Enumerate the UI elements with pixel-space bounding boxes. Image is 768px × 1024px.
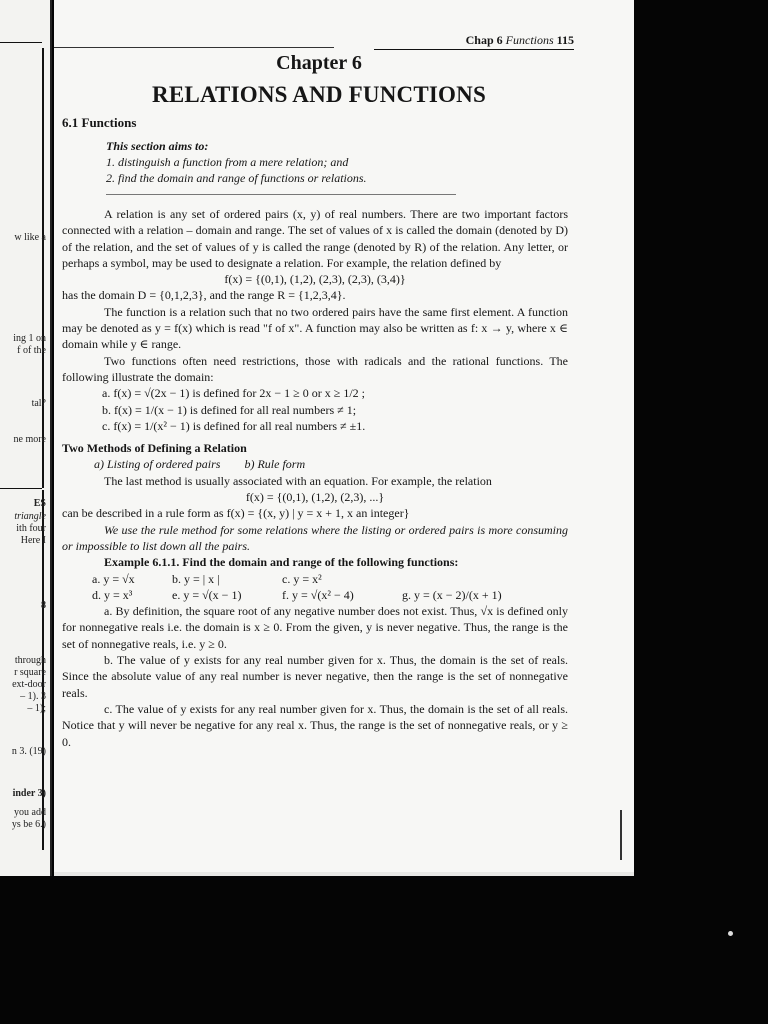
formula: f(x) = {(0,1), (1,2), (2,3), ...} xyxy=(245,490,385,505)
solution-b: b. The value of y exists for any real number given for x. Thus, the domain is the set of reals. Since the absolute value of any real number is never negative, then the range is the set of nonnegative reals. xyxy=(62,653,568,700)
left-page-fragment: f of the xyxy=(17,345,46,356)
methods-list: a) Listing of ordered pairs b) Rule form xyxy=(94,457,306,472)
paragraph: We use the rule method for some relations where the listing or ordered pairs is more consuming or impossible to list down all the pairs. xyxy=(62,522,568,553)
chapter-label: Chapter 6 xyxy=(276,52,362,74)
divider xyxy=(0,488,42,489)
left-page-fragment: ES xyxy=(33,498,46,509)
formula: f(x) = {(0,1), (1,2), (2,3), (2,3), (3,4)} xyxy=(224,272,406,287)
example-items: d. y = x³ e. y = √(x − 1) f. y = √(x² − 4) g. y = (x − 2)/(x + 1) xyxy=(92,587,502,602)
speck xyxy=(728,931,733,936)
left-page-fragment: – 1); xyxy=(27,703,46,714)
solution-c: c. The value of y exists for any real number given for x. Thus, the domain is the set of all reals. Notice that y will never be negative for any real x. Thus, the range is the set of nonnegative reals, or y ≥ 0. xyxy=(62,701,568,749)
left-page-fragment: ys be 6.) xyxy=(11,819,46,830)
book-page xyxy=(54,0,634,872)
solution-a: a. By definition, the square root of any negative number does not exist. Thus, √x is defined only for nonnegative reals i.e. the domain is x ≥ 0. From the given, y is never negative. Thus, the range is the set of nonnegative reals, i.e. y ≥ 0. xyxy=(62,604,568,651)
section-aims: This section aims to: 1. distinguish a function from a mere relation; and 2. find the domain and range of functions or relations. xyxy=(106,139,367,185)
divider xyxy=(54,47,334,48)
subsection-heading: Two Methods of Defining a Relation xyxy=(62,441,247,456)
left-page-fragment: – 1). 3 xyxy=(20,691,46,702)
divider xyxy=(42,48,44,488)
divider xyxy=(0,42,42,43)
chapter-title: RELATIONS AND FUNCTIONS xyxy=(152,82,486,107)
left-page-fragment: ext-door xyxy=(12,679,46,690)
running-header: Chap 6 Functions 115 xyxy=(374,33,574,50)
section-heading: 6.1 Functions xyxy=(62,115,137,130)
facing-page-strip xyxy=(0,0,52,876)
restriction-c: c. f(x) = 1/(x² − 1) is defined for all real numbers ≠ ±1. xyxy=(102,418,366,433)
page-number: 115 xyxy=(556,33,574,47)
left-page-fragment: w like a xyxy=(14,232,46,243)
left-page-fragment: ing 1 on xyxy=(13,333,46,344)
left-page-fragment: ne more xyxy=(13,434,46,445)
left-page-fragment: triangle xyxy=(14,511,46,522)
page-body xyxy=(62,206,568,750)
left-page-fragment: you add xyxy=(14,807,46,818)
restriction-b: b. f(x) = 1/(x − 1) is defined for all real numbers ≠ 1; xyxy=(102,402,357,417)
page-mark xyxy=(620,810,622,860)
divider xyxy=(106,194,456,195)
paragraph: The function is a relation such that no two ordered pairs have the same first element. A function may be denoted as y = f(x) which is read "f of x". A function may also be written as f: x → y, where x ∈ domain while y ∈ range. xyxy=(62,304,568,352)
left-page-fragment: 8 xyxy=(41,600,46,611)
paragraph: Two functions often need restrictions, those with radicals and the rational functions. The following illustrate the domain: xyxy=(62,353,568,384)
example-items: a. y = √x b. y = | x | c. y = x² xyxy=(92,571,322,586)
left-page-fragment: r square xyxy=(14,667,46,678)
left-page-fragment: through xyxy=(14,655,46,666)
paragraph: can be described in a rule form as f(x) = {(x, y) | y = x + 1, x an integer} xyxy=(62,506,410,521)
left-page-fragment: Here I xyxy=(20,535,46,546)
example-heading: Example 6.1.1. Find the domain and range of the following functions: xyxy=(104,555,459,570)
page-edge xyxy=(54,872,634,876)
left-page-fragment: inder 3) xyxy=(12,788,46,799)
left-page-fragment: ith four xyxy=(16,523,46,534)
paragraph: A relation is any set of ordered pairs (x, y) of real numbers. There are two important factors connected with a relation – domain and range. The set of values of x is called the domain (denoted by D) of the relation, and the set of values of y is called the range (denoted by R) of the relation. Any letter, or perhaps a symbol, may be used to designate a relation. For example, the relation defined by xyxy=(62,207,568,270)
restriction-a: a. f(x) = √(2x − 1) is defined for 2x − 1 ≥ 0 or x ≥ 1/2 ; xyxy=(102,386,366,401)
paragraph: The last method is usually associated with an equation. For example, the relation xyxy=(104,473,492,488)
paragraph: has the domain D = {0,1,2,3}, and the range R = {1,2,3,4}. xyxy=(62,288,346,303)
left-page-fragment: tal? xyxy=(31,398,46,409)
left-page-fragment: n 3. (19) xyxy=(11,746,46,757)
